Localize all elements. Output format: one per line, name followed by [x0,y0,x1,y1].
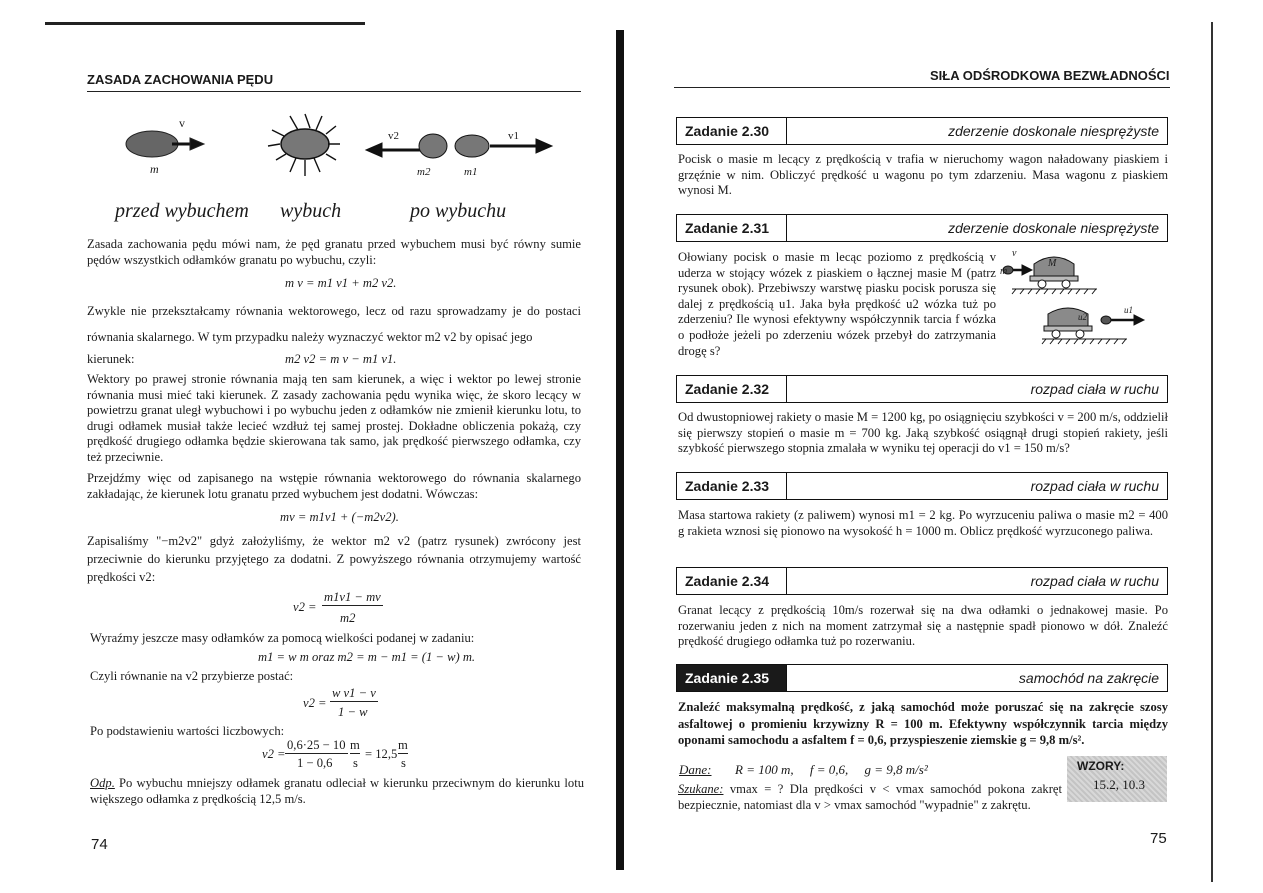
left-paragraph-7: Czyli równanie na v2 przybierze postać: [90,669,294,683]
explosion-figure [100,110,570,202]
caption-explosion: wybuch [280,200,342,222]
left-header-rule [87,91,581,92]
caption-before: przed wybuchem [115,200,249,222]
explosion-burst [268,114,340,176]
wzory-value: 15.2, 10.3 [1093,777,1145,792]
wzory-box [1067,756,1167,802]
task-2-32-label: Zadanie 2.32 [677,376,787,402]
task-2-35-header [676,664,1168,692]
left-paragraph-2-kierunek: kierunek: [87,352,135,366]
fig-label-v1: v1 [508,130,519,142]
right-edge-line [1211,22,1213,882]
equation-numeric-numerator: 0,6·25 − 10 [287,738,346,752]
task-2-30-topic: zderzenie doskonale niesprężyste [948,123,1159,139]
equation-v2w-numerator: w v1 − v [332,686,376,700]
right-page-number: 75 [1150,830,1167,847]
equation-numeric-unit-num: m [350,738,360,752]
equation-v2-denominator: m2 [340,611,356,625]
task-2-30-header [676,117,1168,145]
task-2-35-topic: samochód na zakręcie [1018,670,1159,686]
task-2-33-text: Masa startowa rakiety (z paliwem) wynosi m1 = 2 kg. Po wyrzuceniu paliwa o masie m2 = 400 g rakieta wznosi się pionowo na wysokość h = 1000 m. Oblicz prędkość wyrzuconego paliwa. [678,508,1168,538]
fig31-label-u1: u1 [1124,305,1133,315]
right-running-header: SIŁA ODŚRODKOWA BEZWŁADNOŚCI [930,68,1170,83]
fig-label-m: m [150,162,159,176]
equation-v2-lhs: v2 = [293,600,317,614]
fig-label-m1: m1 [464,166,478,178]
task-2-31-topic: zderzenie doskonale niesprężyste [948,220,1159,236]
task-2-31-label: Zadanie 2.31 [677,215,787,241]
left-answer [90,776,584,807]
task-2-34-topic: rozpad ciała w ruchu [1030,573,1159,589]
dane-label: Dane: [679,762,712,777]
task-2-30-text: Pocisk o masie m lecący z prędkością v trafia w nieruchomy wagon naładowany piaskiem i grzęźnie w nim. Obliczyć prędkość u wagonu po tym zdarzeniu. Masa wagonu z piaskiem wynosi M. [678,152,1168,198]
task-2-34-text: Granat lecący z prędkością 10m/s rozerwał się na dwa odłamki o jednakowej masie. Po rozerwaniu jeden z nich na moment zatrzymał się a następnie spadł pionowo w dół. Znaleźć prędkość drugiego odłamka tuż po rozerwaniu. [678,603,1168,649]
right-header-rule [674,87,1170,88]
left-paragraph-6: Wyraźmy jeszcze masy odłamków za pomocą wielkości podanej w zadaniu: [90,631,475,645]
task-2-33-header [676,472,1168,500]
szukane-body: vmax = ? Dla prędkości v < vmax samochód pokona zakręt bezpiecznie, natomiast dla v > vmax samochód "wypadnie" z zakrętu. [678,782,1062,812]
caption-after: po wybuchu [410,200,507,222]
top-scan-line [45,22,365,25]
task-2-32-topic: rozpad ciała w ruchu [1030,381,1159,397]
equation-v2-numerator: m1v1 − mv [324,590,381,604]
page-spine [616,30,624,870]
answer-text: Po wybuchu mniejszy odłamek granatu odleciał w kierunku przeciwnym do kierunku lotu większego odłamka z prędkością 12,5 m/s. [90,776,584,806]
left-paragraph-1: Zasada zachowania pędu mówi nam, że pęd granatu przed wybuchem musi być równy sumie pędów wszystkich odłamków granatu po wybuchu, czyli: [87,237,581,267]
equation-momentum: m v = m1 v1 + m2 v2. [285,276,397,290]
left-paragraph-8: Po podstawieniu wartości liczbowych: [90,724,285,738]
equation-numeric-unit2-num: m [398,738,408,752]
equation-numeric-unit-den: s [353,756,358,770]
task-2-33-label: Zadanie 2.33 [677,473,787,499]
fig-label-v2: v2 [388,130,399,142]
equation-numeric-lhs: v2 = [262,747,286,761]
equation-numeric-denominator: 1 − 0,6 [297,756,333,770]
equation-m2v2: m2 v2 = m v − m1 v1. [285,352,397,366]
left-paragraph-4: Przejdźmy więc od zapisanego na wstępie równania wektorowego do równania skalarnego zakładając, że kierunek lotu granatu przed wybuchem jest dodatni. Wówczas: [87,471,581,501]
equation-v2w-denominator: 1 − w [338,705,368,719]
task-2-34-header [676,567,1168,595]
equation-masses: m1 = w m oraz m2 = m − m1 = (1 − w) m. [258,650,476,664]
equation-v2w-lhs: v2 = [303,696,327,710]
equation-numeric-result: = 12,5 [365,747,398,761]
task-2-32-header [676,375,1168,403]
fig31-label-u2: u2 [1078,312,1087,322]
equation-scalar: mv = m1v1 + (−m2v2). [280,510,399,524]
szukane-label: Szukane: [678,782,724,796]
fig31-label-m: m [1000,266,1008,277]
fig-label-m2: m2 [417,166,431,178]
fig31-label-v: v [1012,248,1017,259]
left-page-number: 74 [91,836,108,853]
task-2-30-label: Zadanie 2.30 [677,118,787,144]
task-2-33-topic: rozpad ciała w ruchu [1030,478,1159,494]
task-2-35-label: Zadanie 2.35 [677,665,787,691]
task-2-31-text: Ołowiany pocisk o masie m lecąc poziomo z prędkością v uderza w stojący wózek z piaskiem o łącznej masie M (patrz rysunek obok). Przebiwszy warstwę piasku pocisk porusza się dalej z prędkością u1. Jaka była prędkość u2 wózka tuż po zderzeniu? Ile wynosi efektywny współczynnik tarcia f wózka o podłoże jeżeli po zderzeniu wózek przebył do zatrzymania drogę s? [678,250,996,358]
dane-values: R = 100 m, f = 0,6, g = 9,8 m/s² [735,762,928,777]
left-paragraph-5: Zapisaliśmy "−m2v2" gdyż założyliśmy, że wektor m2 v2 (patrz rysunek) zwrócony jest przeciwnie do kierunku przyjętego za dodatni. Z powyższego równania otrzymujemy wartość prędkości v2: [87,534,581,584]
left-running-header: ZASADA ZACHOWANIA PĘDU [87,72,274,87]
task-2-35-text: Znaleźć maksymalną prędkość, z jaką samochód może poruszać się na zakręcie szosy asfaltowej o promieniu krzywizny R = 100 m. Efektywny współczynnik tarcia między oponami samochodu a asfaltem f = 0,6, przyspieszenie ziemskie g = 9,8 m/s². [678,700,1168,747]
wzory-label: WZORY: [1077,759,1125,773]
szukane-text [678,782,1062,813]
equation-numeric-unit2-den: s [401,756,406,770]
left-paragraph-2: Zwykle nie przekształcamy równania wektorowego, lecz od razu sprowadzamy je do postaci równania skalarnego. W tym przypadku należy wyznaczyć wektor m2 v2 by opisać jego [87,304,581,344]
answer-label: Odp. [90,776,115,790]
fig31-label-M: M [1048,258,1057,269]
task-2-32-text: Od dwustopniowej rakiety o masie M = 1200 kg, po osiągnięciu szybkości v = 200 m/s, oddzielił się pierwszy stopień o masie m = 700 kg. Jaką szybkość osiągnął drugi stopień rakiety, jeśli szybkość pierwszego stopnia zmalała w wyniku tej operacji do v1 = 150 m/s? [678,410,1168,456]
task-2-31-header [676,214,1168,242]
left-paragraph-3: Wektory po prawej stronie równania mają ten sam kierunek, a więc i wektor po lewej stronie równania musi mieć taki kierunek. Z zasady zachowania pędu wynika więc, że skoro lecący w powietrzu granat uległ wybuchowi i po wybuchu jeden z odłamków nie zmienił kierunku lotu, to drugi odłamek musiał także lecieć wzdłuż tej samej prostej. Dokładne obliczenia pokażą, czy prędkość drugiego odłamka będzie skierowana tak samo, jak prędkość pierwszego odłamka, czy też przeciwnie. [87,372,581,464]
task-2-31-figure [1002,250,1162,350]
grenade-before [126,131,204,157]
task-2-34-label: Zadanie 2.34 [677,568,787,594]
fig-label-v: v [179,116,185,130]
